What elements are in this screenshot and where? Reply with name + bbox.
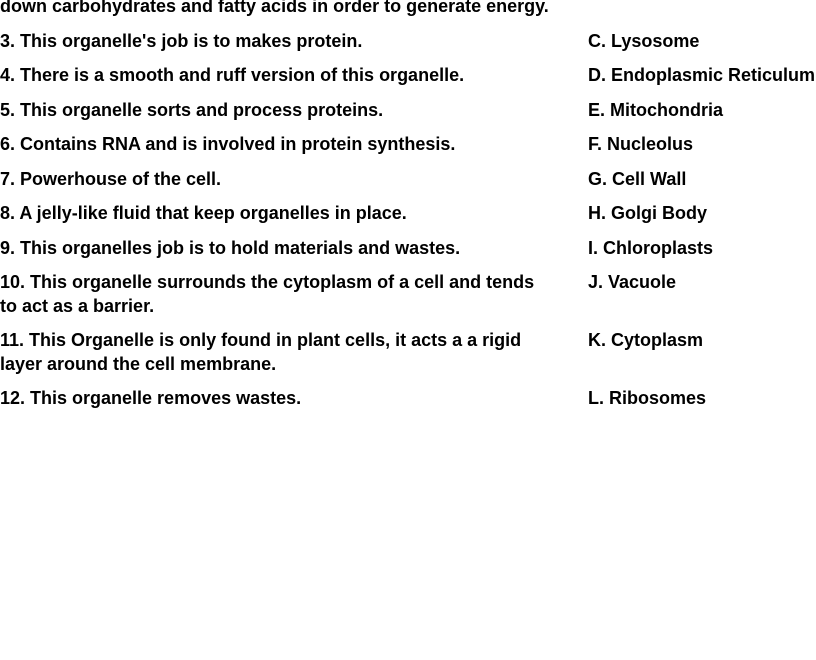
matching-row — [0, 329, 816, 387]
question-text: 7. Powerhouse of the cell. — [0, 168, 222, 189]
question-text: 4. There is a smooth and ruff version of this organelle. — [0, 65, 465, 85]
question-text: 8. A jelly-like fluid that keep organelles in place. — [0, 203, 407, 223]
question-text: 9. This organelles job is to hold materials and wastes. — [0, 237, 461, 258]
answer-text: L. Ribosomes — [588, 388, 707, 408]
answer-text: F. Nucleolus — [588, 134, 694, 154]
matching-row — [0, 387, 816, 422]
answer-text: E. Mitochondria — [588, 99, 723, 120]
answer-text: D. Endoplasmic Reticulum — [588, 65, 816, 85]
matching-row — [0, 237, 816, 272]
question-text: 11. This Organelle is only found in plant cells, it acts a a rigid layer around the cell membrane. — [0, 330, 522, 374]
question-text: 5. This organelle sorts and process proteins. — [0, 99, 384, 120]
question-text: 10. This organelle surrounds the cytoplasm of a cell and tends to act as a barrier. — [0, 272, 535, 316]
continuation-text: down carbohydrates and fatty acids in order to generate energy. — [0, 0, 549, 16]
answer-text: J. Vacuole — [588, 272, 677, 292]
matching-row — [0, 64, 816, 99]
matching-row — [0, 133, 816, 168]
matching-row — [0, 168, 816, 203]
answer-text: G. Cell Wall — [588, 168, 687, 189]
matching-row — [0, 271, 816, 329]
answer-text: H. Golgi Body — [588, 203, 707, 223]
question-text: 6. Contains RNA and is involved in protein synthesis. — [0, 134, 456, 154]
answer-text: C. Lysosome — [588, 30, 700, 51]
matching-row — [0, 99, 816, 134]
matching-section — [0, 30, 816, 422]
matching-row — [0, 30, 816, 65]
question-text: 12. This organelle removes wastes. — [0, 388, 302, 408]
question-text: 3. This organelle's job is to makes protein. — [0, 30, 363, 51]
matching-row — [0, 202, 816, 237]
answer-text: I. Chloroplasts — [588, 237, 714, 258]
answer-text: K. Cytoplasm — [588, 330, 704, 350]
